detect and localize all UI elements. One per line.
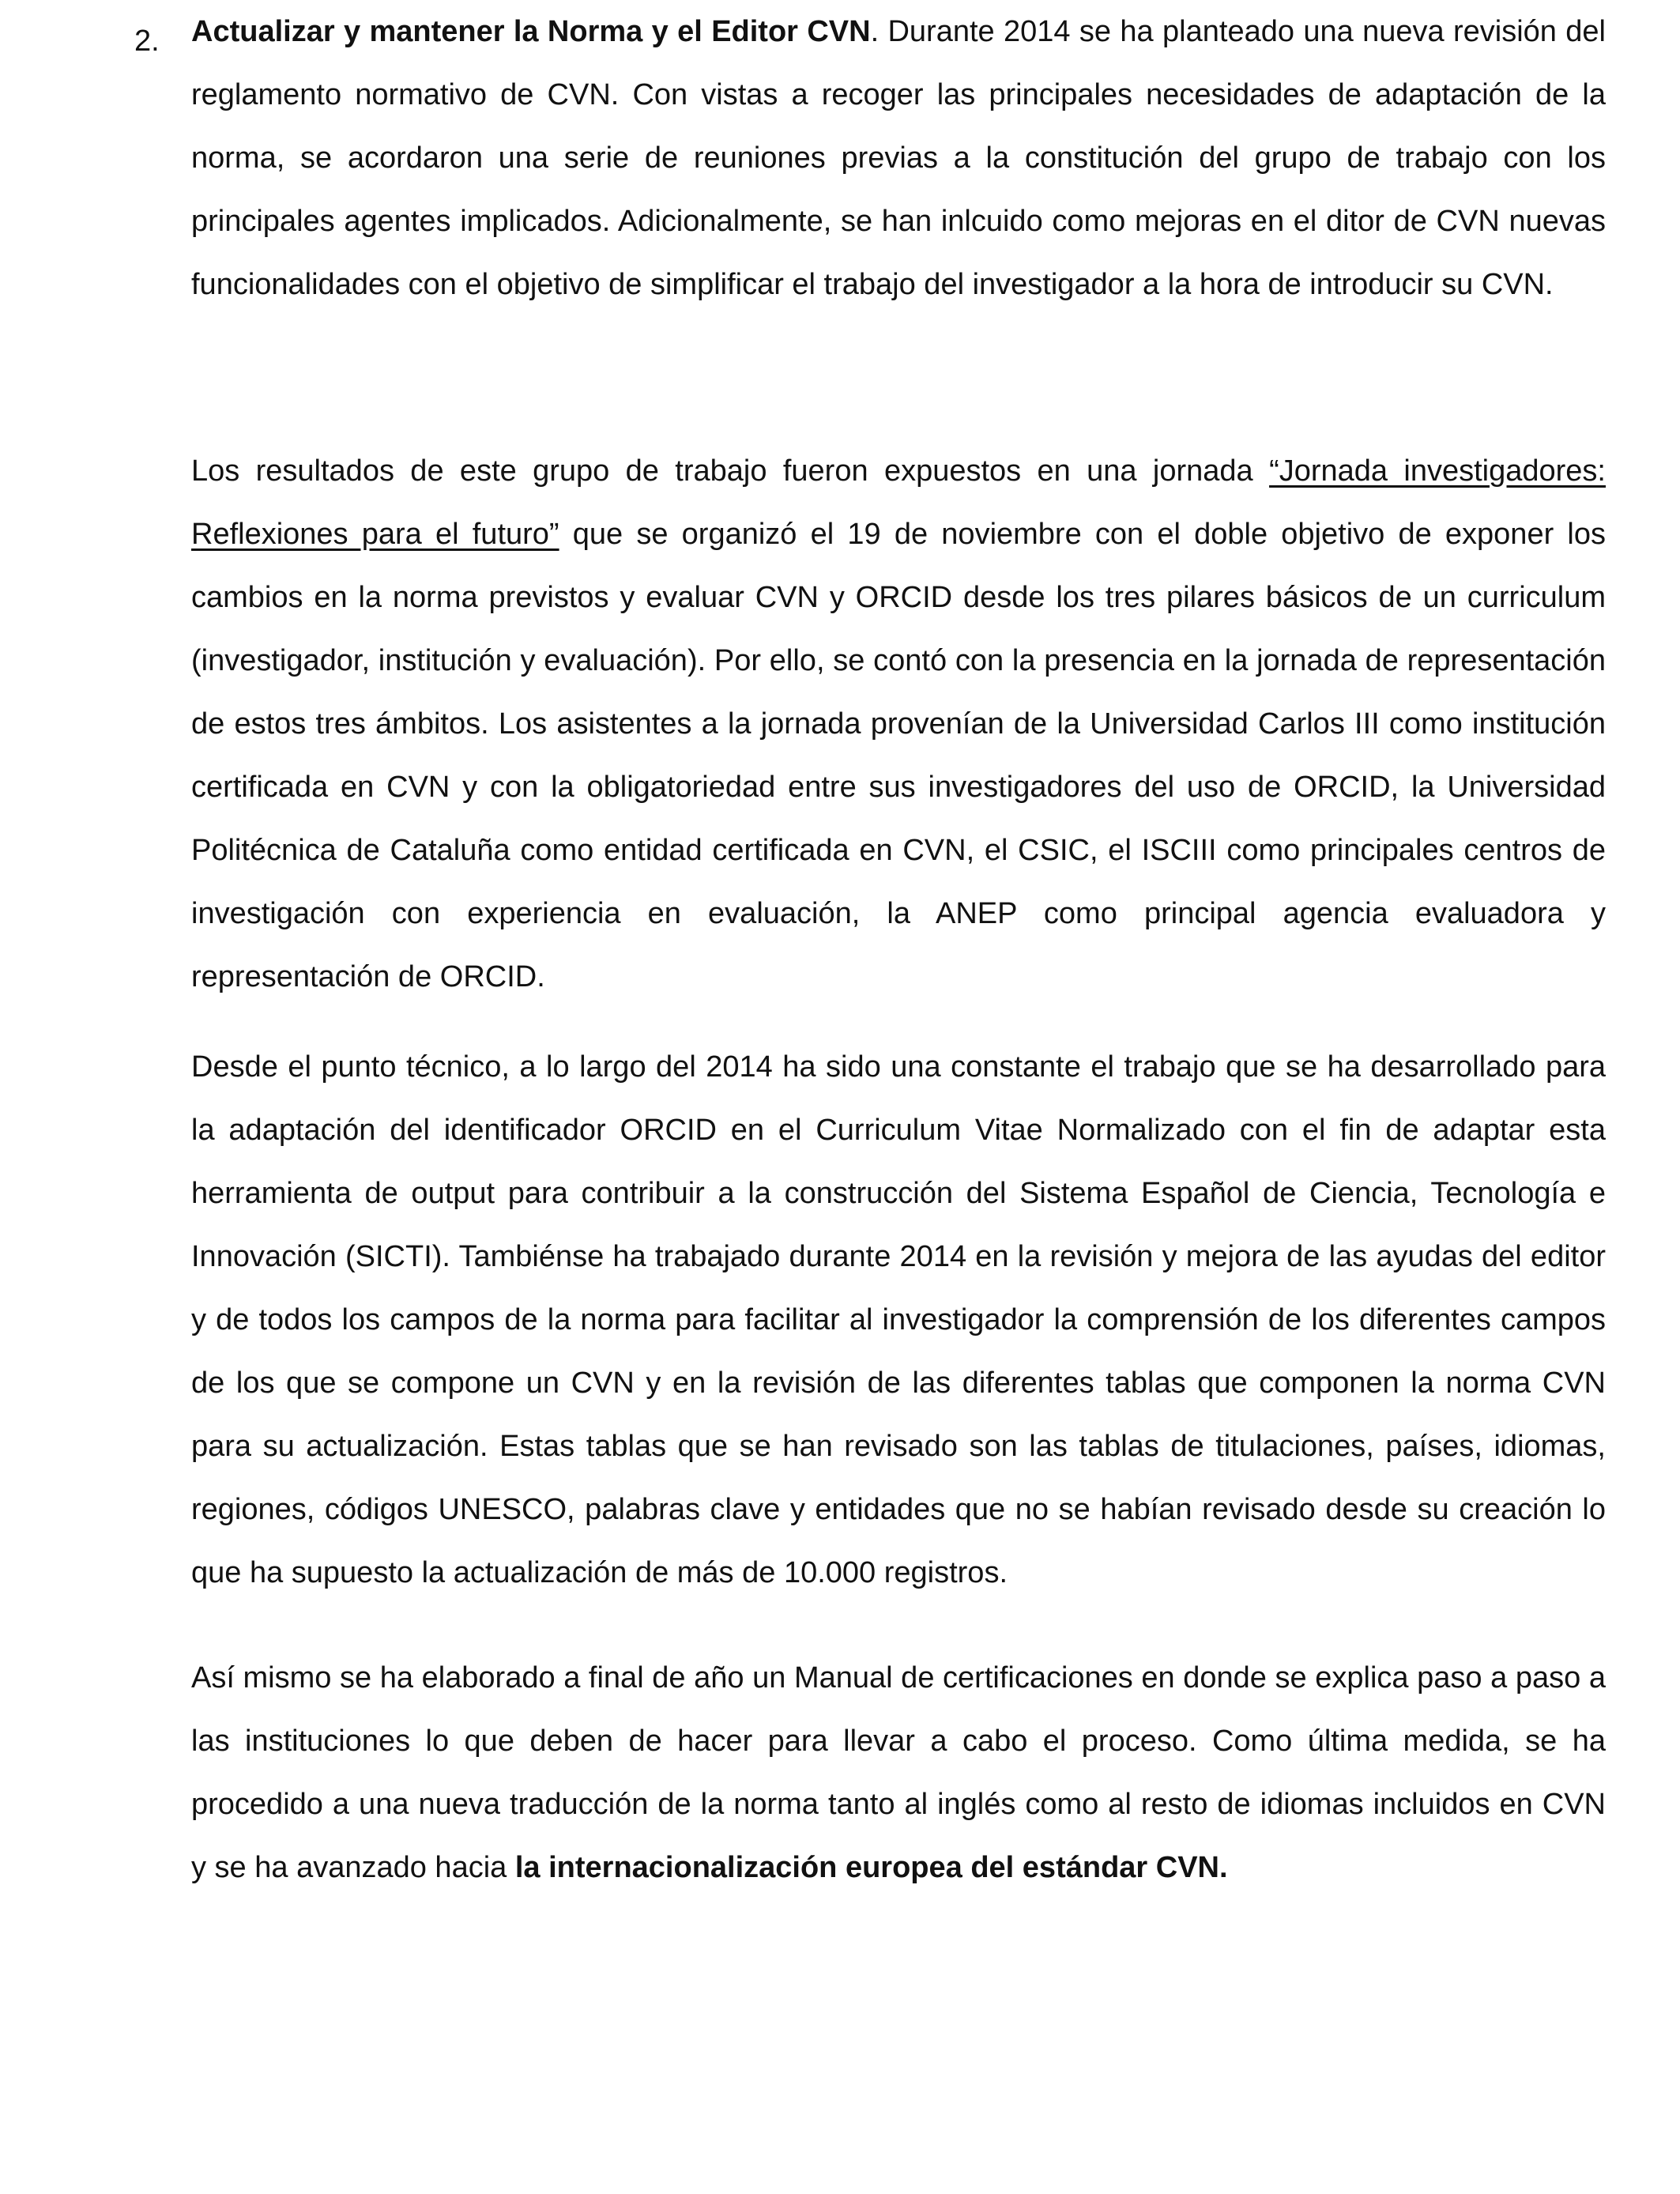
list-item-2-paragraph (191, 0, 1606, 316)
paragraph-text-before: Los resultados de este grupo de trabajo fueron expuestos en una jornada (191, 454, 1270, 488)
paragraph-text-after: que se organizó el 19 de noviembre con el doble objetivo de exponer los cambios en la norma previstos y evaluar CVN y ORCID desde los tres pilares básicos de un curriculum (investigador, institución y evaluación). Por ello, se contó con la presencia en la jornada de representación de estos tres ámbitos. Los asistentes a la jornada provenían de la Universidad Carlos III como institución certificada en CVN y con la obligatoriedad entre sus investigadores del uso de ORCID, la Universidad Politécnica de Cataluña como entidad certificada en CVN, el CSIC, el ISCIII como principales centros de investigación con experiencia en evaluación, la ANEP como principal agencia evaluadora y representación de ORCID. (191, 518, 1606, 993)
paragraph-text: Desde el punto técnico, a lo largo del 2014 ha sido una constante el trabajo que se ha desarrollado para la adaptación del identificador ORCID en el Curriculum Vitae Normalizado con el fin de adaptar esta herramienta de output para contribuir a la construcción del Sistema Español de Ciencia, Tecnología e Innovación (SICTI). Tambiénse ha trabajado durante 2014 en la revisión y mejora de las ayudas del editor y de todos los campos de la norma para facilitar al investigador la comprensión de los diferentes campos de los que se compone un CVN y en la revisión de las diferentes tablas que componen la norma CVN para su actualización. Estas tablas que se han revisado son las tablas de titulaciones, países, idiomas, regiones, códigos UNESCO, palabras clave y entidades que no se habían revisado desde su creación lo que ha supuesto la actualización de más de 10.000 registros. (191, 1050, 1606, 1589)
list-item-text (191, 0, 1606, 316)
paragraph-emphasis: la internacionalización europea del estándar CVN. (514, 1851, 1228, 1884)
list-item-intro-text: . Durante 2014 se ha planteado una nueva revisión del reglamento normativo de CVN. Con vistas a recoger las principales necesidades de adaptación de la norma, se acordaron una serie de reuniones previas a la constitución del grupo de trabajo con los principales agentes implicados. Adicionalmente, se han inlcuido como mejoras en el ditor de CVN nuevas funcionalidades con el objetivo de simplificar el trabajo del investigador a la hora de introducir su CVN. (191, 15, 1606, 301)
paragraph-technical-work (191, 1035, 1606, 1604)
paragraph-certification-manual (191, 1646, 1606, 1899)
list-item-number: 2. (134, 25, 160, 58)
paragraph-text (191, 1646, 1606, 1899)
paragraph-jornada-results (191, 439, 1606, 1008)
list-item-heading: Actualizar y mantener la Norma y el Editor CVN (191, 15, 871, 48)
paragraph-text (191, 439, 1606, 1008)
event-title: “Jornada investigadores: Reflexiones para el futuro” (191, 454, 1606, 551)
paragraph-text-before: Así mismo se ha elaborado a final de año un Manual de certificaciones en donde se explica paso a paso a las instituciones lo que deben de hacer para llevar a cabo el proceso. Como última medida, se ha procedido a una nueva traducción de la norma tanto al inglés como al resto de idiomas incluidos en CVN y se ha avanzado hacia (191, 1661, 1606, 1884)
